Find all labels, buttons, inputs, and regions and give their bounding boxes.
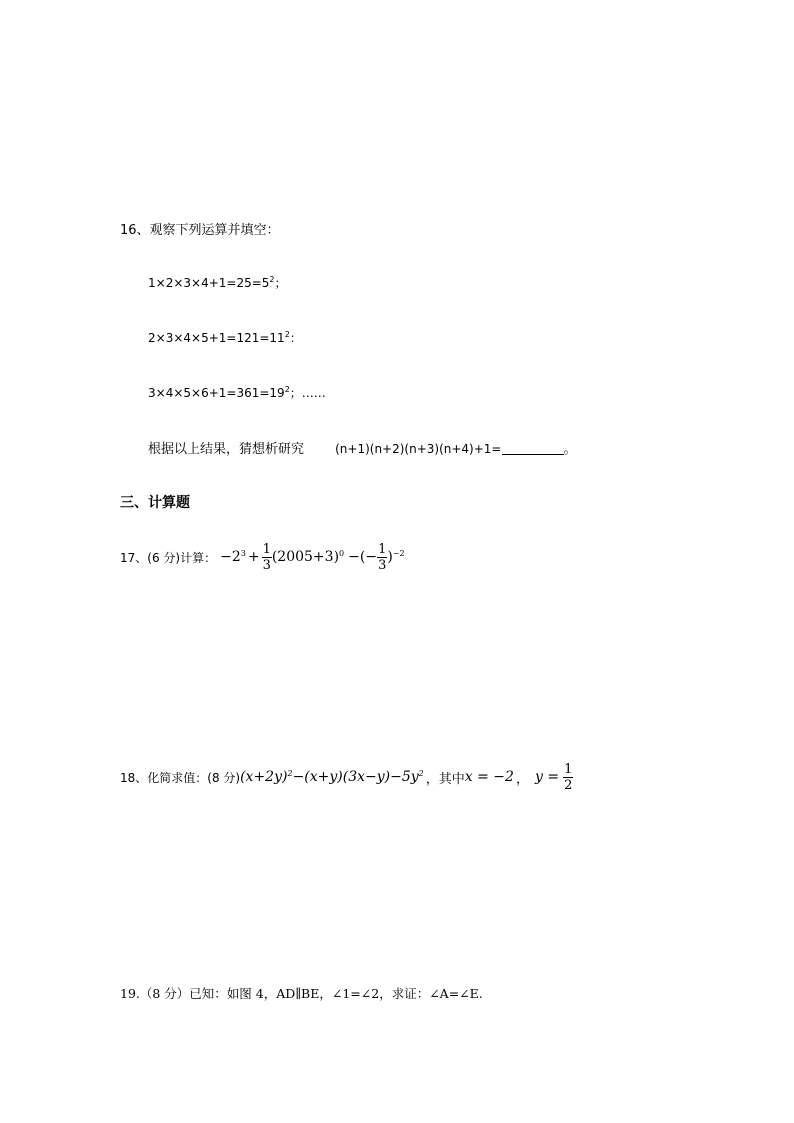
q18-y-fraction [563,763,573,792]
q16-line-2 [148,329,302,346]
q18-y-label: y = [534,769,560,785]
q17-fraction-1 [262,543,272,572]
q17-term-1-base: −2 [220,549,241,565]
q17-close-exp: −2 [392,549,405,558]
q16-prompt-end: 。 [563,442,577,457]
q16-line-3-base: 3×4×5×6+1=361=19 [148,386,285,400]
q17-fraction-1-num: 1 [262,541,271,557]
q17-paren-term [272,549,344,565]
q16-line-1-end: ； [274,276,287,290]
q16-prompt [148,438,577,457]
section-title: 三、计算题 [120,495,190,511]
q18-expr-b-exp: 2 [418,769,424,778]
q16-line-2-base: 2×3×4×5+1=121=11 [148,331,285,345]
q16-line-2-end: ： [289,331,302,345]
q17-fraction-2 [377,543,387,572]
q16-line-3-exp: 2 [284,385,290,394]
q17-fraction-2-num: 1 [378,541,387,557]
q16-prompt-expr: (n+1)(n+2)(n+3)(n+4)+1= [335,442,502,456]
q16-line-2-exp: 2 [284,330,290,339]
q19-text: 19.（8 分）已知：如图 4，AD∥BE，∠1=∠2，求证：∠A=∠E. [120,986,483,1001]
q17 [120,536,405,578]
q18-expr-a-exp: 2 [287,769,293,778]
q18-x-value: x = −2 [464,769,514,785]
q18-expr-b [293,769,424,785]
q18-y-den: 2 [564,777,573,793]
q17-plus: + [247,549,260,565]
q18-label: 18、化简求值：(8 分) [120,770,241,785]
q17-minus-open: −(− [348,549,378,565]
q17-close-paren: ) [387,549,393,565]
q17-term-1 [220,549,246,565]
q18-y-num: 1 [564,761,573,777]
q16-line-1-exp: 2 [269,275,275,284]
q18-expr-a [240,769,292,785]
q17-term-1-exp: 3 [240,549,246,558]
q16-answer-blank[interactable] [502,442,564,455]
q17-label: 17、(6 分)计算： [120,550,217,565]
q16-line-3 [148,384,326,401]
q16-line-1 [148,274,287,291]
q16-line-1-base: 1×2×3×4+1=25=5 [148,276,270,290]
q18-expr-b-base: −(x+y)(3x−y)−5y [292,769,419,785]
q16-heading: 16、观察下列运算并填空： [120,223,280,238]
q17-paren-exp: 0 [339,549,345,558]
q17-fraction-1-den: 3 [262,557,271,573]
q17-close [387,549,404,565]
q18-mid: ，其中 [425,771,465,787]
q17-fraction-2-den: 3 [378,557,387,573]
q16-line-3-end: ；…… [289,386,326,400]
q18-expr-a-base: (x+2y) [240,769,288,785]
q17-paren-base: (2005+3) [271,549,340,565]
q18 [120,756,573,798]
q18-sep: ， [515,771,529,787]
q16-prompt-text: 根据以上结果，猜想析研究 [148,442,305,457]
